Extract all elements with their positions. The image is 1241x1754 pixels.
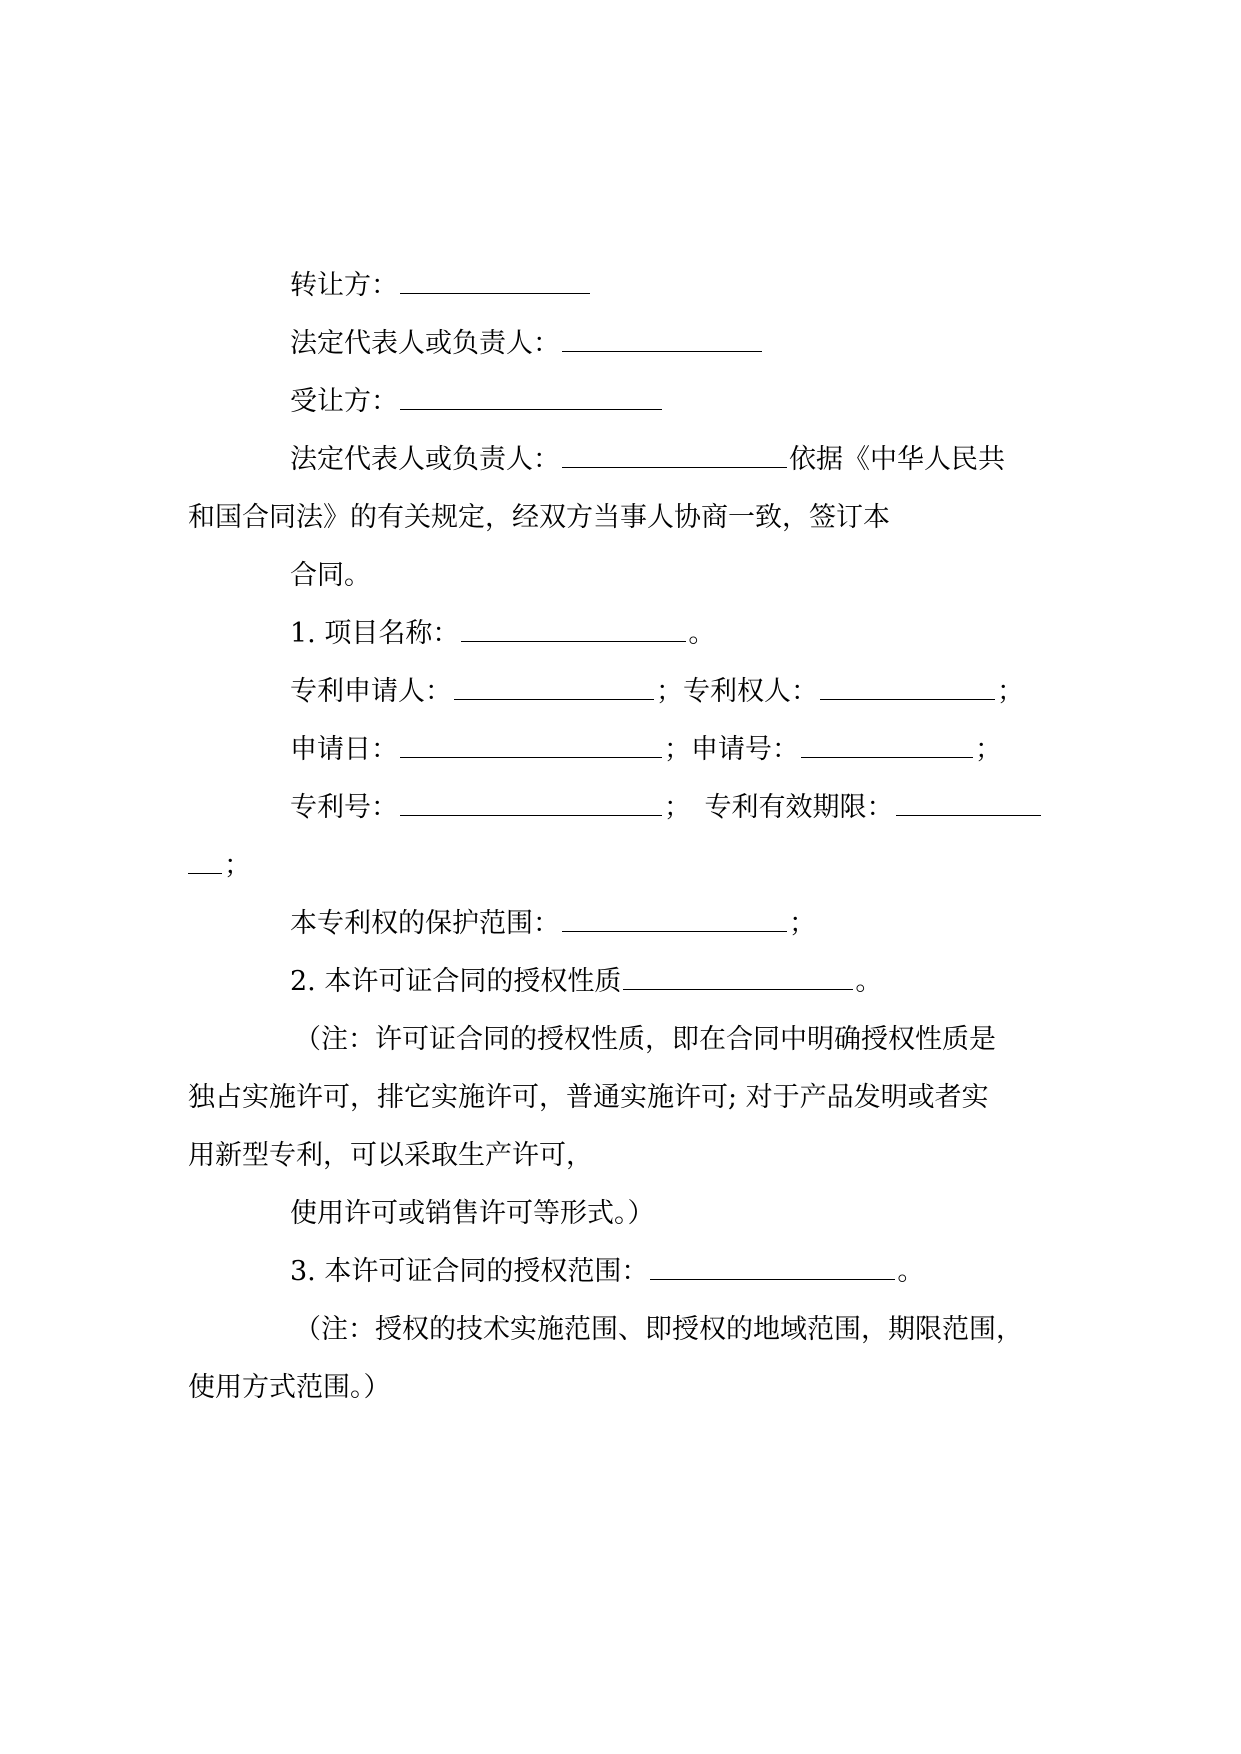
authorization-scope-line [290,1254,1170,1290]
authorization-nature-note-line-3 [188,1138,1068,1174]
authorization-scope-note-2: 使用方式范围。） [188,1372,391,1403]
patent-validity-blank[interactable] [896,791,1041,816]
protection-scope-line [290,906,1170,942]
transferor-representative-line [290,326,1170,362]
application-date-label: 申请日： [290,734,398,765]
authorization-scope-note-1: （注：授权的技术实施范围、即授权的地域范围，期限范围， [294,1314,1023,1345]
patentee-end: ； [997,676,1024,707]
protection-scope-label: 本专利权的保护范围： [290,908,560,939]
patent-number-line [290,790,1170,826]
transferee-line [290,384,1170,420]
patent-applicant-blank[interactable] [454,675,654,700]
patent-applicant-label: 专利申请人： [290,676,452,707]
authorization-nature-note-4: 使用许可或销售许可等形式。） [290,1198,655,1229]
authorization-nature-blank[interactable] [623,965,853,990]
authorization-nature-note-1: （注：许可证合同的授权性质，即在合同中明确授权性质是 [294,1024,996,1055]
authorization-nature-end: 。 [855,966,883,997]
application-number-label: ；申请号： [664,734,799,765]
patent-validity-end: ； [224,850,251,881]
basis-start-text: 依据《中华人民共 [789,444,1005,475]
authorization-scope-note-line-1 [294,1312,1174,1348]
patent-validity-continuation-line [188,848,1068,884]
transferee-representative-label: 法定代表人或负责人： [290,444,560,475]
authorization-nature-note-line-2 [188,1080,1068,1116]
protection-scope-end: ； [789,908,816,939]
authorization-nature-note-line-1 [294,1022,1174,1058]
authorization-nature-line [290,964,1170,1000]
contract-end-line [290,558,1170,594]
patent-validity-continuation-blank[interactable] [188,849,222,874]
transferor-label: 转让方： [290,270,398,301]
application-date-line [290,732,1170,768]
patentee-label: ；专利权人： [656,676,818,707]
patent-validity-label: ； 专利有效期限： [664,792,894,823]
authorization-nature-note-line-4 [290,1196,1170,1232]
authorization-scope-label: 3. 本许可证合同的授权范围： [290,1256,649,1287]
application-number-blank[interactable] [801,733,973,758]
project-name-label: 1. 项目名称： [290,618,460,649]
patent-number-blank[interactable] [400,791,662,816]
protection-scope-blank[interactable] [562,907,787,932]
basis-continuation-text: 和国合同法》的有关规定，经双方当事人协商一致，签订本 [188,502,890,533]
transferee-blank[interactable] [400,385,662,410]
authorization-scope-end: 。 [897,1256,925,1287]
patent-applicant-line [290,674,1170,710]
application-number-end: ； [975,734,1002,765]
transferor-blank[interactable] [400,269,590,294]
transferee-representative-line [290,442,1170,478]
transferor-line [290,268,1170,304]
authorization-nature-note-2: 独占实施许可，排它实施许可，普通实施许可; 对于产品发明或者实 [188,1082,989,1113]
authorization-nature-note-3: 用新型专利，可以采取生产许可， [188,1140,593,1171]
transferee-label: 受让方： [290,386,398,417]
application-date-blank[interactable] [400,733,662,758]
project-name-line [290,616,1170,652]
transferee-representative-blank[interactable] [562,443,787,468]
authorization-scope-note-line-2 [188,1370,1068,1406]
authorization-nature-label: 2. 本许可证合同的授权性质 [290,966,622,997]
patent-number-label: 专利号： [290,792,398,823]
basis-continuation-line [188,500,1068,536]
patentee-blank[interactable] [820,675,995,700]
project-name-period: 。 [688,618,716,649]
authorization-scope-blank[interactable] [650,1255,895,1280]
transferor-representative-label: 法定代表人或负责人： [290,328,560,359]
transferor-representative-blank[interactable] [562,327,762,352]
project-name-blank[interactable] [461,617,686,642]
contract-end-text: 合同。 [290,560,371,591]
